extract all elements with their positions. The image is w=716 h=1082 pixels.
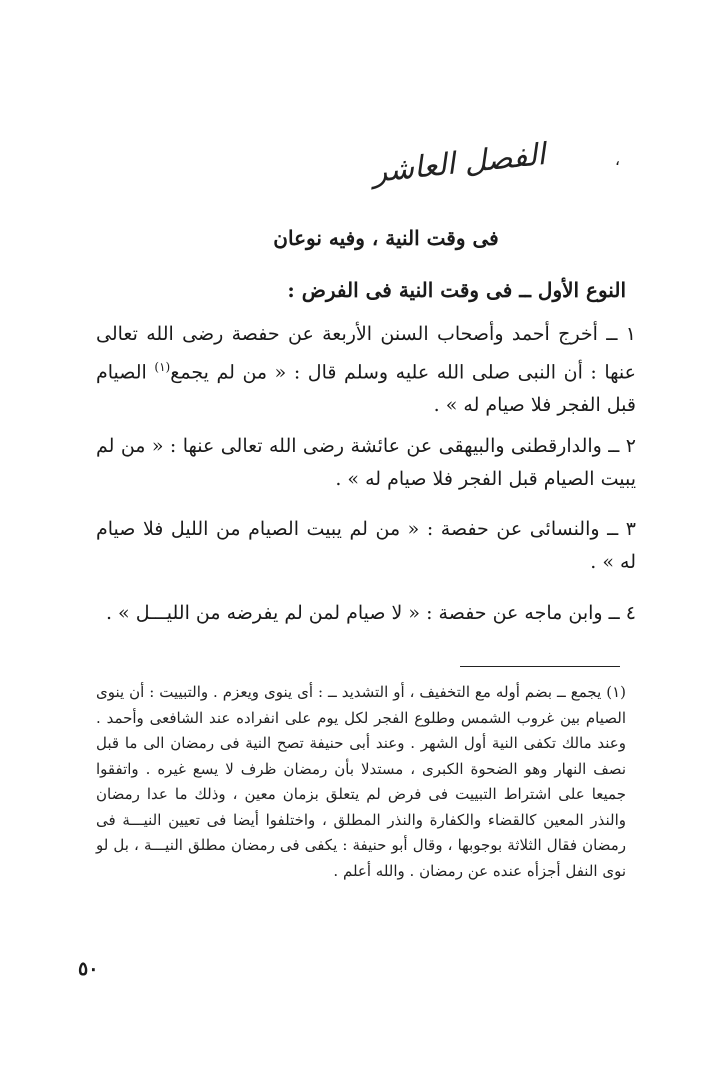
subheading: النوع الأول ــ فى وقت النية فى الفرض : (287, 278, 626, 302)
footnote-divider (460, 666, 620, 667)
paragraph-1-text: ١ ــ أخرج أحمد وأصحاب السنن الأربعة عن حفصة رضى الله تعالى عنها : أن النبى صلى الله عليه وسلم قال : « من لم يجمع (96, 323, 636, 384)
paragraph-1 (96, 318, 636, 422)
paragraph-2: ٢ ــ والدارقطنى والبيهقى عن عائشة رضى الله تعالى عنها : « من لم يبيت الصيام قبل الفجر فلا صيام له » . (96, 435, 636, 490)
paragraph-4: ٤ ــ وابن ماجه عن حفصة : « لا صيام لمن لم يفرضه من الليـــل » . (105, 602, 636, 624)
paragraph-1-text-after: الصيام قبل الفجر فلا صيام له » . (96, 361, 636, 417)
paragraph-3: ٣ ــ والنسائى عن حفصة : « من لم يبيت الصيام من الليل فلا صيام له » . (96, 518, 636, 573)
chapter-mark: ، (614, 150, 620, 169)
page-number: ٥٠ (78, 958, 99, 980)
footnote-ref: (١) (154, 360, 171, 374)
footnote: (١) يجمع ــ بضم أوله مع التخفيف ، أو التشديد ــ : أى ينوى ويعزم . والتبييت : أن ينوى الصيام بين غروب الشمس وطلوع الفجر لكل يوم على انفراده عند الشافعى وأحمد . وعند مالك تكفى النية أول الشهر . وعند أبى حنيفة تصح النية فى رمضان الى ما قبل نصف النهار وهو الضحوة الكبرى ، مستدلا بأن رمضان ظرف لا يسع غيره . واتفقوا جميعا على اشتراط التبييت فى فرض لم يتعلق بزمان معين ، وذلك ما عدا رمضان والنذر المعين كالقضاء والكفارة والنذر المطلق ، واختلفوا أيضا فى تعيين النيـــة فى رمضان فقال الثلاثة بوجوبها ، وقال أبو حنيفة : يكفى فى رمضان مطلق النيـــة ، بل لو نوى النفل أجزأه عنده عن رمضان . والله أعلم . (96, 683, 626, 880)
section-title: فى وقت النية ، وفيه نوعان (273, 226, 499, 250)
chapter-title: الفصل العاشر (370, 137, 548, 190)
